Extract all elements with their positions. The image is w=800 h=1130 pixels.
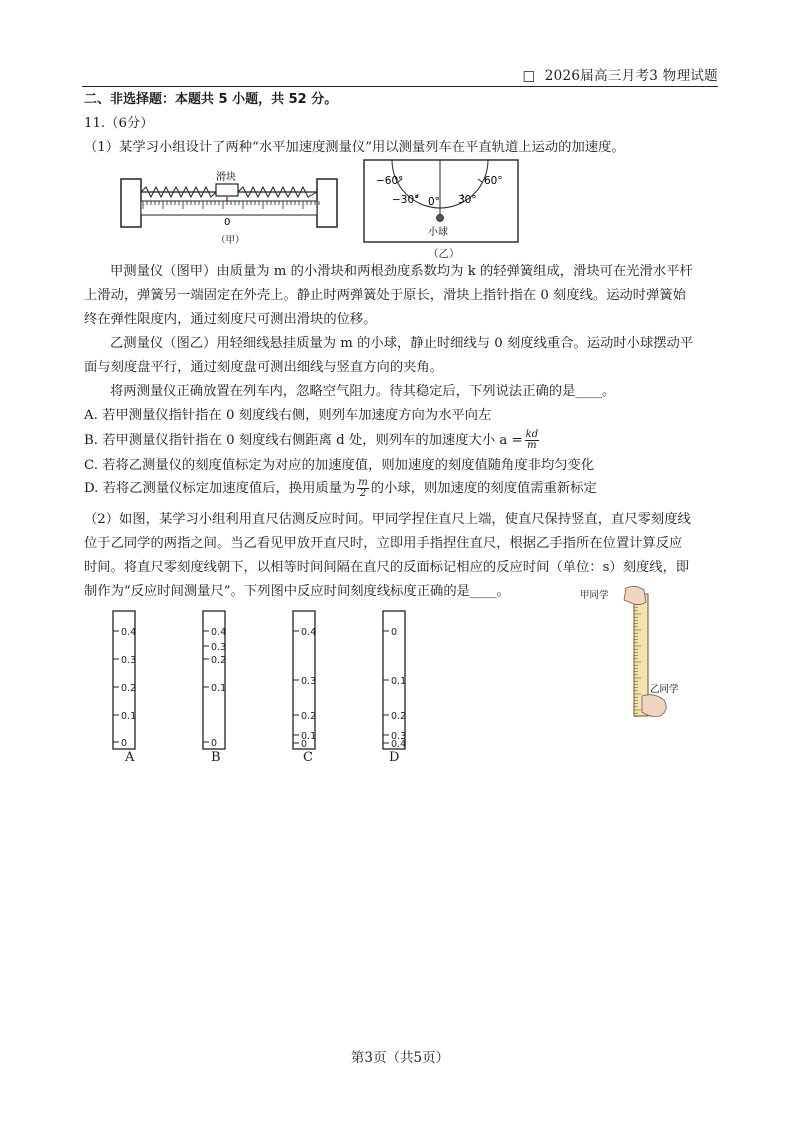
page-footer: 第3页（共5页）	[350, 1050, 450, 1066]
reaction-ruler-figure	[580, 584, 680, 720]
ruler-label-b: B	[211, 750, 221, 765]
ruler-tick-label: 0	[301, 739, 308, 750]
option-b: B. 若甲测量仪指针指在 0 刻度线右侧距离 d 处，则列车的加速度大小 a = $\frac{kd}{m}$	[84, 429, 539, 451]
option-a: A. 若甲测量仪指针指在 0 刻度线右侧，则列车加速度方向为水平向左	[84, 408, 492, 423]
ruler-tick-label: 0.4	[301, 627, 317, 638]
part2-line3: 时间。将直尺零刻度线朝下，以相等时间间隔在直尺的反面标记相应的反应时间（单位：s）刻度线，即	[84, 560, 690, 575]
hand-jia-icon	[624, 586, 646, 604]
ruler-options	[100, 608, 440, 768]
yi-label-30: 30°	[458, 194, 477, 206]
para2-line2: 面与刻度盘平行，通过刻度盘可测出细线与竖直方向的夹角。	[84, 360, 444, 375]
para1-line3: 终在弹性限度内，通过刻度尺可测出滑块的位移。	[84, 312, 377, 327]
ruler-tick-label: 0.2	[391, 711, 407, 722]
part1-intro: （1）某学习小组设计了两种“水平加速度测量仪”用以测量列车在平直轨道上运动的加速度。	[84, 140, 625, 155]
jia-zero-label: 0	[224, 217, 231, 228]
ruler-tick-label: 0	[121, 738, 128, 749]
figure-jia	[120, 168, 340, 248]
yi-label-0: 0°	[428, 196, 440, 208]
ruler-tick-label: 0.3	[211, 642, 227, 653]
part2-line2: 位于乙同学的两指之间。当乙看见甲放开直尺时，立即用手指捏住直尺，根据乙手指所在位置计算反应	[84, 536, 683, 551]
option-c: C. 若将乙测量仪的刻度值标定为对应的加速度值，则加速度的刻度值随角度非均匀变化	[84, 458, 595, 473]
ruler-tick-label: 0.1	[121, 711, 137, 722]
ruler-tick-label: 0.3	[391, 731, 407, 742]
ruler-tick-label: 0.4	[211, 627, 227, 638]
para1-line1: 甲测量仪（图甲）由质量为 m 的小滑块和两根劲度系数均为 k 的轻弹簧组成，滑块可在光滑水平杆	[110, 264, 693, 279]
person-yi-label: 乙同学	[650, 684, 679, 695]
ruler-tick-label: 0.3	[301, 676, 317, 687]
part2-line4: 制作为“反应时间测量尺”。下列图中反应时间刻度线标度正确的是____。	[84, 584, 510, 599]
jia-caption: （甲）	[216, 235, 245, 246]
ruler-tick-label: 0.1	[301, 731, 317, 742]
part2-line1: （2）如图，某学习小组利用直尺估测反应时间。甲同学捏住直尺上端，使直尺保持竖直，直尺零刻度线	[84, 512, 691, 527]
header-title: □ 2026届高三月考3 物理试题	[522, 68, 718, 84]
ruler-tick-label: 0.1	[211, 683, 227, 694]
ruler-tick-label: 0.2	[301, 711, 317, 722]
yi-caption: （乙）	[428, 248, 460, 260]
ruler-tick-label: 0.4	[121, 627, 137, 638]
page-header	[82, 60, 718, 87]
option-d: D. 若将乙测量仪标定加速度值后，换用质量为 $\frac{m}{2}$ 的小球，则加速度的刻度值需重新标定	[84, 477, 597, 499]
jia-slider-label: 滑块	[216, 172, 236, 183]
para1-line2: 上滑动，弹簧另一端固定在外壳上。静止时两弹簧处于原长，滑块上指针指在 0 刻度线。运动时弹簧始	[84, 288, 686, 303]
jia-slider	[216, 184, 238, 196]
section-title: 二、非选择题：本题共 5 小题，共 52 分。	[84, 92, 338, 107]
option-b-fraction: $\frac{kd}{m}$	[525, 429, 539, 451]
jia-left-wall	[121, 179, 141, 227]
jia-right-wall	[317, 179, 337, 227]
ruler-tick-label: 0.4	[391, 739, 407, 750]
ruler-tick-label: 0	[211, 738, 218, 749]
yi-label-60: 60°	[484, 175, 503, 187]
ruler-label-a: A	[125, 750, 135, 765]
question-number: 11.（6分）	[84, 116, 154, 131]
yi-ball	[437, 215, 444, 222]
ruler-tick-label: 0	[391, 627, 398, 638]
ruler-label-d: D	[389, 750, 400, 765]
ruler-tick-label: 0.2	[121, 683, 137, 694]
person-jia-label: 甲同学	[580, 590, 609, 601]
yi-label-minus30: −30°	[392, 194, 420, 206]
para2-line1: 乙测量仪（图乙）用轻细线悬挂质量为 m 的小球，静止时细线与 0 刻度线重合。运动时小球摆动平	[110, 336, 694, 351]
para3: 将两测量仪正确放置在列车内，忽略空气阻力。待其稳定后，下列说法正确的是____。	[110, 384, 616, 399]
option-d-fraction: $\frac{m}{2}$	[358, 477, 368, 499]
ruler-label-c: C	[303, 750, 313, 765]
ruler-tick-label: 0.1	[391, 676, 407, 687]
yi-ball-label: 小球	[428, 227, 448, 238]
ruler-tick-label: 0.3	[121, 655, 137, 666]
figure-yi	[362, 158, 520, 244]
ruler-tick-label: 0.2	[211, 655, 227, 666]
yi-label-minus60: −60°	[376, 175, 404, 187]
hand-yi-icon	[642, 695, 666, 717]
